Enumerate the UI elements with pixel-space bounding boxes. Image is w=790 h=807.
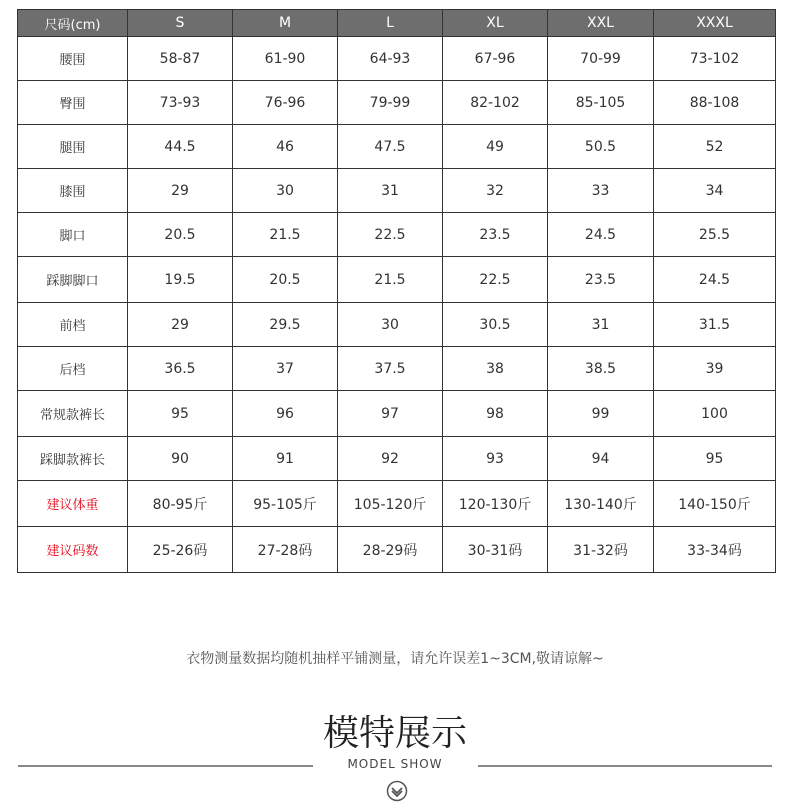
table-cell: 31 bbox=[338, 169, 443, 213]
table-cell: 29 bbox=[128, 303, 233, 347]
row-label: 腰围 bbox=[18, 37, 128, 81]
table-cell: 76-96 bbox=[233, 81, 338, 125]
table-row bbox=[18, 391, 776, 437]
row-label: 踩脚脚口 bbox=[18, 257, 128, 303]
table-cell: 37 bbox=[233, 347, 338, 391]
table-cell: 28-29码 bbox=[338, 527, 443, 573]
table-cell: 85-105 bbox=[548, 81, 654, 125]
table-cell: 73-102 bbox=[654, 37, 776, 81]
chevron-down-circle-icon[interactable] bbox=[386, 780, 408, 802]
table-row bbox=[18, 81, 776, 125]
table-cell: 31-32码 bbox=[548, 527, 654, 573]
table-cell: 95-105斤 bbox=[233, 481, 338, 527]
size-header: XL bbox=[443, 10, 548, 37]
table-cell: 31.5 bbox=[654, 303, 776, 347]
divider-right bbox=[478, 765, 772, 767]
row-label: 建议码数 bbox=[18, 527, 128, 573]
table-row bbox=[18, 303, 776, 347]
size-header: XXL bbox=[548, 10, 654, 37]
table-cell: 19.5 bbox=[128, 257, 233, 303]
table-cell: 36.5 bbox=[128, 347, 233, 391]
size-header: S bbox=[128, 10, 233, 37]
table-cell: 37.5 bbox=[338, 347, 443, 391]
table-cell: 46 bbox=[233, 125, 338, 169]
table-cell: 25.5 bbox=[654, 213, 776, 257]
table-cell: 99 bbox=[548, 391, 654, 437]
table-cell: 140-150斤 bbox=[654, 481, 776, 527]
table-cell: 38.5 bbox=[548, 347, 654, 391]
table-cell: 22.5 bbox=[338, 213, 443, 257]
row-label: 建议体重 bbox=[18, 481, 128, 527]
table-row bbox=[18, 257, 776, 303]
table-cell: 49 bbox=[443, 125, 548, 169]
table-row bbox=[18, 37, 776, 81]
table-cell: 95 bbox=[128, 391, 233, 437]
table-cell: 25-26码 bbox=[128, 527, 233, 573]
table-cell: 38 bbox=[443, 347, 548, 391]
row-label: 膝围 bbox=[18, 169, 128, 213]
table-cell: 44.5 bbox=[128, 125, 233, 169]
size-header: L bbox=[338, 10, 443, 37]
table-cell: 30-31码 bbox=[443, 527, 548, 573]
table-row bbox=[18, 527, 776, 573]
table-row bbox=[18, 481, 776, 527]
table-row bbox=[18, 347, 776, 391]
table-cell: 82-102 bbox=[443, 81, 548, 125]
table-cell: 30.5 bbox=[443, 303, 548, 347]
table-cell: 88-108 bbox=[654, 81, 776, 125]
table-cell: 52 bbox=[654, 125, 776, 169]
table-cell: 80-95斤 bbox=[128, 481, 233, 527]
table-cell: 27-28码 bbox=[233, 527, 338, 573]
row-label: 腿围 bbox=[18, 125, 128, 169]
table-cell: 105-120斤 bbox=[338, 481, 443, 527]
table-cell: 67-96 bbox=[443, 37, 548, 81]
table-cell: 23.5 bbox=[548, 257, 654, 303]
table-cell: 23.5 bbox=[443, 213, 548, 257]
row-label: 前档 bbox=[18, 303, 128, 347]
row-label: 脚口 bbox=[18, 213, 128, 257]
table-cell: 100 bbox=[654, 391, 776, 437]
table-cell: 91 bbox=[233, 437, 338, 481]
row-label: 踩脚款裤长 bbox=[18, 437, 128, 481]
row-label: 后档 bbox=[18, 347, 128, 391]
table-cell: 22.5 bbox=[443, 257, 548, 303]
table-cell: 98 bbox=[443, 391, 548, 437]
measurement-note: 衣物测量数据均随机抽样平铺测量，请允许误差1~3CM,敬请谅解~ bbox=[186, 651, 604, 667]
table-row bbox=[18, 213, 776, 257]
row-label: 常规款裤长 bbox=[18, 391, 128, 437]
table-cell: 33-34码 bbox=[654, 527, 776, 573]
section-subtitle: MODEL SHOW bbox=[347, 757, 443, 771]
table-cell: 33 bbox=[548, 169, 654, 213]
table-cell: 79-99 bbox=[338, 81, 443, 125]
table-cell: 20.5 bbox=[128, 213, 233, 257]
table-cell: 21.5 bbox=[233, 213, 338, 257]
table-body bbox=[18, 37, 776, 573]
table-cell: 64-93 bbox=[338, 37, 443, 81]
table-cell: 96 bbox=[233, 391, 338, 437]
size-header-row bbox=[18, 10, 776, 37]
section-title: 模特展示 bbox=[322, 713, 467, 754]
table-cell: 29.5 bbox=[233, 303, 338, 347]
table-cell: 61-90 bbox=[233, 37, 338, 81]
table-cell: 20.5 bbox=[233, 257, 338, 303]
table-cell: 30 bbox=[338, 303, 443, 347]
table-cell: 73-93 bbox=[128, 81, 233, 125]
table-cell: 24.5 bbox=[548, 213, 654, 257]
table-cell: 93 bbox=[443, 437, 548, 481]
table-cell: 31 bbox=[548, 303, 654, 347]
table-cell: 97 bbox=[338, 391, 443, 437]
table-row bbox=[18, 437, 776, 481]
table-cell: 24.5 bbox=[654, 257, 776, 303]
row-label: 臀围 bbox=[18, 81, 128, 125]
table-cell: 130-140斤 bbox=[548, 481, 654, 527]
table-row bbox=[18, 169, 776, 213]
table-cell: 58-87 bbox=[128, 37, 233, 81]
size-header: XXXL bbox=[654, 10, 776, 37]
table-cell: 30 bbox=[233, 169, 338, 213]
table-cell: 90 bbox=[128, 437, 233, 481]
size-table bbox=[17, 9, 776, 573]
table-cell: 92 bbox=[338, 437, 443, 481]
table-cell: 39 bbox=[654, 347, 776, 391]
table-cell: 70-99 bbox=[548, 37, 654, 81]
corner-label: 尺码(cm) bbox=[18, 10, 128, 37]
table-cell: 32 bbox=[443, 169, 548, 213]
table-cell: 95 bbox=[654, 437, 776, 481]
table-cell: 94 bbox=[548, 437, 654, 481]
table-cell: 34 bbox=[654, 169, 776, 213]
table-cell: 50.5 bbox=[548, 125, 654, 169]
table-cell: 29 bbox=[128, 169, 233, 213]
table-cell: 120-130斤 bbox=[443, 481, 548, 527]
table-cell: 21.5 bbox=[338, 257, 443, 303]
size-header: M bbox=[233, 10, 338, 37]
table-row bbox=[18, 125, 776, 169]
table-cell: 47.5 bbox=[338, 125, 443, 169]
